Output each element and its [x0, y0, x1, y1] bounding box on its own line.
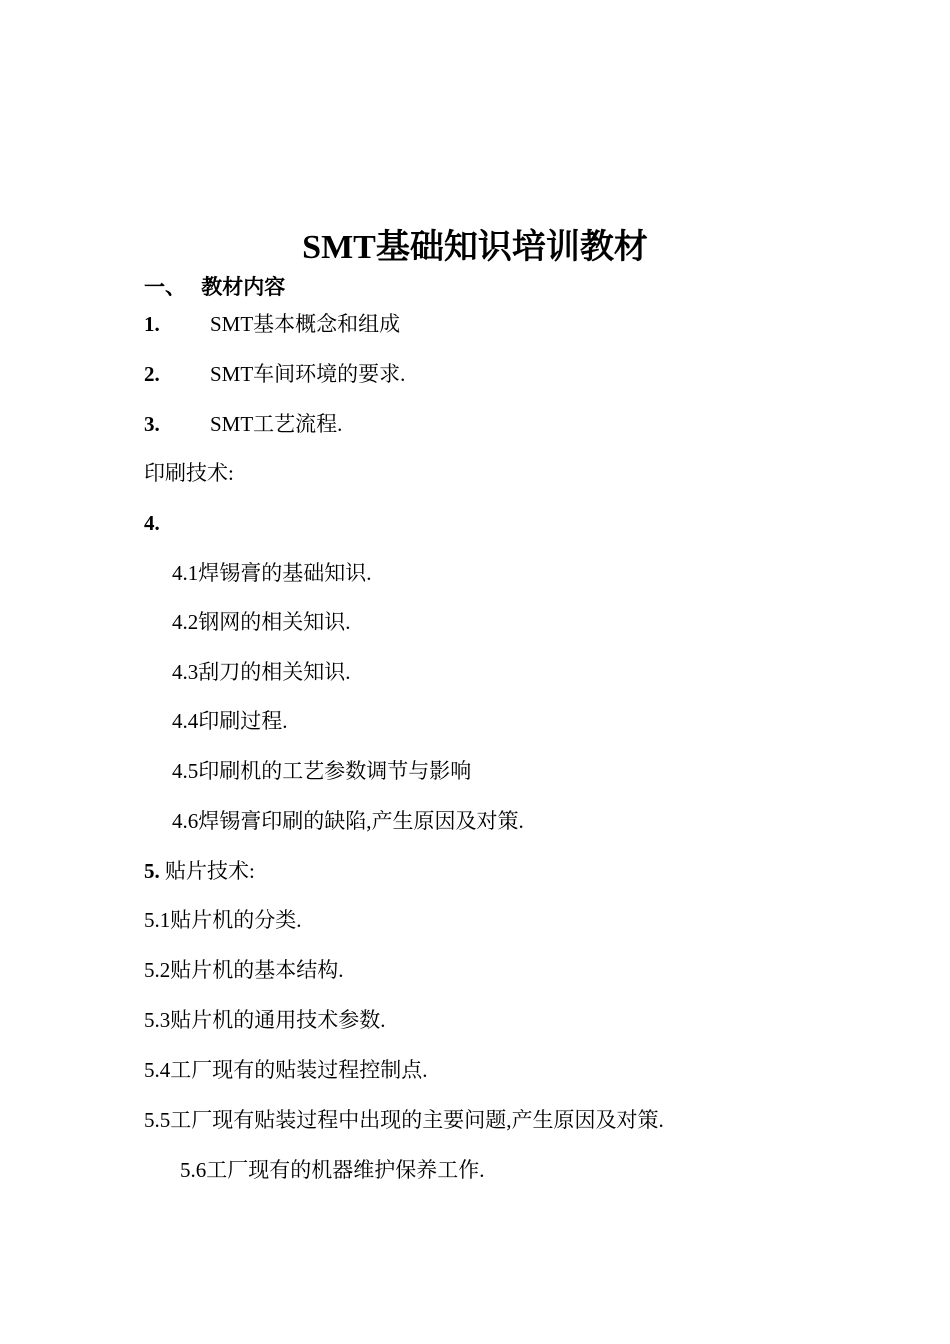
list-item-text: SMT基本概念和组成 [210, 312, 401, 336]
sub-item: 4.2钢网的相关知识. [172, 610, 351, 634]
list-item-text: SMT车间环境的要求. [210, 362, 406, 386]
section-title: 教材内容 [201, 275, 286, 299]
section-number: 一、 [144, 275, 186, 299]
list-item-number: 2. [144, 362, 160, 386]
list-item-number: 1. [144, 312, 160, 336]
sub-item: 5.2贴片机的基本结构. [144, 958, 344, 982]
sub-item: 4.1焊锡膏的基础知识. [172, 561, 372, 585]
sub-item: 5.1贴片机的分类. [144, 908, 302, 932]
sub-item: 5.3贴片机的通用技术参数. [144, 1008, 386, 1032]
list-item-text: SMT工艺流程. [210, 412, 343, 436]
list-item [144, 409, 342, 439]
sub-item: 4.3刮刀的相关知识. [172, 660, 351, 684]
list-item [144, 359, 405, 389]
list-item [144, 309, 400, 339]
sub-item: 4.4印刷过程. [172, 709, 288, 733]
list-item-text: 贴片技术: [165, 859, 255, 883]
sub-item: 4.6焊锡膏印刷的缺陷,产生原因及对策. [172, 809, 524, 833]
list-item [144, 856, 255, 886]
list-item-number: 4. [144, 511, 160, 535]
sub-item: 4.5印刷机的工艺参数调节与影响 [172, 759, 472, 783]
list-item-number: 5. [144, 859, 160, 883]
printing-label: 印刷技术: [144, 461, 234, 485]
sub-item: 5.6工厂现有的机器维护保养工作. [180, 1158, 485, 1182]
list-item-number: 3. [144, 412, 160, 436]
sub-item: 5.5工厂现有贴装过程中出现的主要问题,产生原因及对策. [144, 1108, 664, 1132]
section-heading [144, 272, 285, 302]
document-title: SMT基础知识培训教材 [302, 229, 648, 266]
sub-item: 5.4工厂现有的贴装过程控制点. [144, 1058, 428, 1082]
